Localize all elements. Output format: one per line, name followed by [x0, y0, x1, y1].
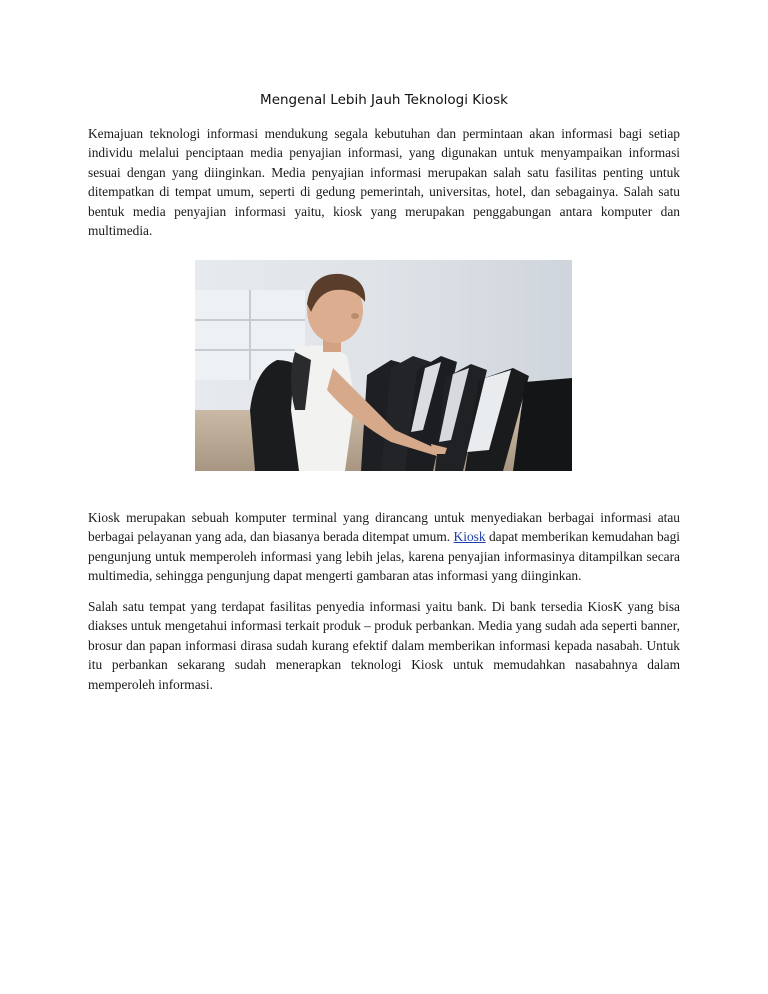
paragraph-kiosk-definition	[88, 508, 680, 586]
paragraph2-text-start: Kiosk merupakan sebuah komputer terminal yang dirancang untuk menyediakan berbagai informasi atau berbagai pelayanan yang ada, dan biasanya berada ditempat umum.	[88, 510, 680, 545]
kiosk-link[interactable]: Kiosk	[453, 529, 486, 545]
page-title: Mengenal Lebih Jauh Teknologi Kiosk	[260, 92, 508, 108]
paragraph2-text-end: dapat memberikan kemudahan bagi pengunjung untuk memperoleh informasi yang lebih jelas, karena penyajian informasinya ditampilkan secara multimedia, sehingga pengunjung dapat mengerti gambaran atas informasi yang diinginkan.	[88, 529, 680, 584]
paragraph-intro: Kemajuan teknologi informasi mendukung segala kebutuhan dan permintaan akan informasi bagi setiap individu melalui penciptaan media penyajian informasi, yang digunakan untuk menyampaikan informasi sesuai dengan yang diinginkan. Media penyajian informasi merupakan salah satu fasilitas penting untuk ditempatkan di tempat umum, seperti di gedung pemerintah, universitas, hotel, dan sebagainya. Salah satu bentuk media penyajian informasi yaitu, kiosk yang merupakan penggabungan antara komputer dan multimedia.	[88, 126, 680, 239]
paragraph-bank-kiosk: Salah satu tempat yang terdapat fasilitas penyedia informasi yaitu bank. Di bank tersedia KiosK yang bisa diakses untuk mengetahui informasi terkait produk – produk perbankan. Media yang sudah ada seperti banner, brosur dan papan informasi dirasa sudah kurang efektif dalam memberikan informasi kepada nasabah. Untuk itu perbankan sekarang sudah menerapkan teknologi Kiosk untuk memudahkan nasabahnya dalam memperoleh informasi.	[88, 599, 680, 692]
kiosk-photo	[195, 260, 572, 471]
